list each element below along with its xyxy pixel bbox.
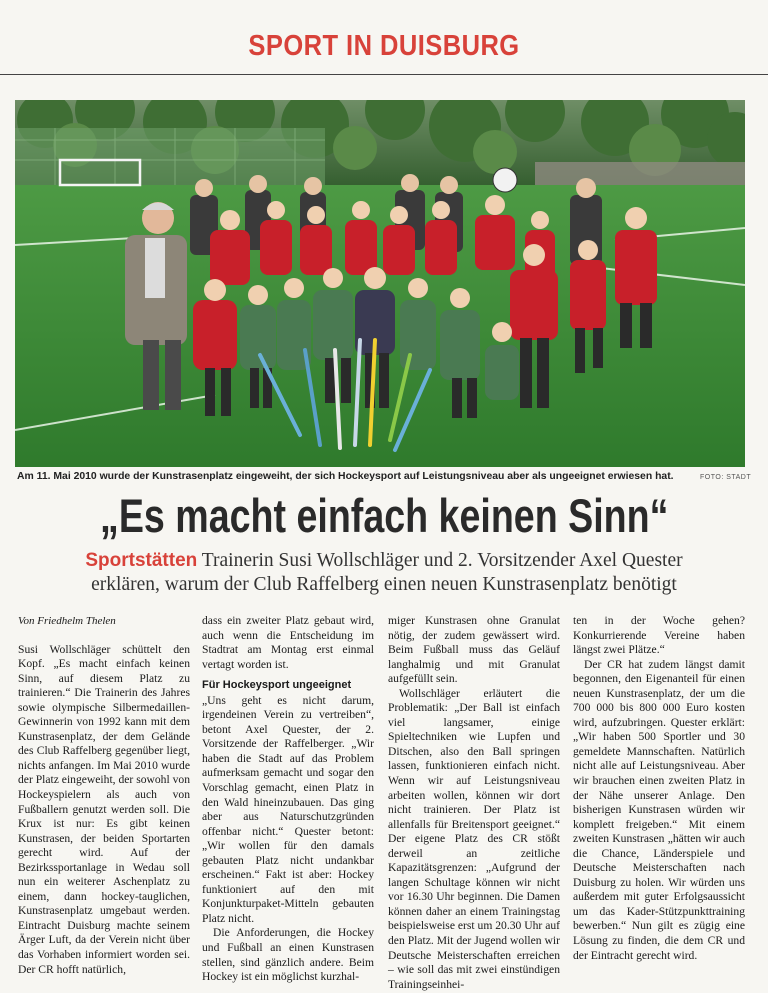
article-column-3 xyxy=(388,614,560,992)
article-column-4 xyxy=(573,614,745,963)
subheadline-line-1 xyxy=(0,550,768,572)
article-paragraph: „Uns geht es nicht darum, irgendeinen Verein zu vertreiben“, betont Axel Quester, der 2. Vorsitzende der Raffelberger. „Wir haben die Stadt auf das Problem aufmerksam gemacht und sogar den Vorschlag gemacht, einen Platz in den Wald hineinzubauen. Das ging aber aus Naturschutzgründen offenbar nicht.“ Quester betont: „Wir wollen für den damals gebauten Platz nicht undankbar erscheinen.“ Fakt ist aber: Hockey funktioniert auf den mit Konjunkturpaket-Mitteln gebauten Platz nicht. xyxy=(202,693,374,925)
article-paragraph: Die Anforderungen, die Hockey und Fußball an einen Kunstrasen stellen, sind gänzlich andere. Beim Hockey ist ein möglichst kurzhal- xyxy=(202,926,374,984)
article-subhead: Für Hockeysport ungeeignet xyxy=(202,679,352,692)
subheadline-text-1: Trainerin Susi Wollschläger und 2. Vorsitzender Axel Quester xyxy=(201,550,683,571)
kicker: Sportstätten xyxy=(85,550,198,571)
article-paragraph: ten in der Woche gehen? Konkurrierende Vereine haben längst zwei Plätze.“ xyxy=(573,614,745,657)
team-photo xyxy=(15,100,745,467)
section-title: SPORT IN DUISBURG xyxy=(248,30,520,62)
team-photo-illustration xyxy=(15,100,745,467)
article-column-1 xyxy=(18,614,190,977)
subheadline-line-2: erklären, warum der Club Raffelberg einen neuen Kunstrasenplatz benötigt xyxy=(91,574,677,595)
article-column-2 xyxy=(202,614,374,985)
article-paragraph: Susi Wollschläger schüttelt den Kopf. „Es macht einfach keinen Sinn, auf diesem Platz zu trainieren.“ Die Trainerin des Jahres sowie olympische Silbermedaillen-Gewinnerin von 1992 kann mit dem Kunstrasenplatz, der dem Gelände des Club Raffelberg gegenüber liegt, nichts anfangen. Im Mai 2010 wurde der Platz eingeweiht, der sowohl von Hockeyspielern als auch von Fußballern genutzt werden soll. Die Krux ist nur: Es gibt keinen Kunstrasen, der beiden Sportarten gerecht wird. Auf der Bezirkssportanlage in Wedau soll nun ein weiterer Aschenplatz zu einem, dann hockey-tauglichen, Kunstrasenplatz umgebaut werden. Eintracht Duisburg machte seinem Ärger Luft, da der Verein nicht über das Vorhaben informiert worden sei. Der CR hofft natürlich, xyxy=(18,642,190,976)
article-paragraph: dass ein zweiter Platz gebaut wird, auch wenn die Entscheidung im Stadtrat am Montag erst einmal vertagt worden ist. xyxy=(202,614,374,671)
article-paragraph: miger Kunstrasen ohne Granulat nötig, der zudem gewässert wird. Beim Fußball muss das Geläuf langhalmig und mit Granulat aufgefüllt sein. xyxy=(388,614,560,686)
article-paragraph: Der CR hat zudem längst damit begonnen, den Eigenanteil für einen neuen Kunstrasenplatz, der um die 700 000 bis 800 000 Euro kosten wird, aufzubringen. Quester erklärt: „Wir haben 500 Sportler und 30 gemeldete Mannschaften. Natürlich nicht alle auf Leistungsniveau. Aber wir brauchen einen zweiten Platz in der Nähe unserer Anlage. Den bisherigen Kunstrasen würden wir komplett freigeben.“ Mit einem zweiten Kunstrasen „hätten wir auch die Chance, Länderspiele und Deutsche Meisterschaften nach Duisburg zu holen. Wir würden uns außerdem mit guter Erfolgsaussicht um das Kader-Stützpunkttraining bewerben.“ Nun gilt es zügig eine Lösung zu finden, die dem CR und der Eintracht gerecht wird. xyxy=(573,657,745,962)
headline-text: „Es macht einfach keinen Sinn“ xyxy=(99,489,669,542)
ball-icon xyxy=(493,168,517,192)
photo-caption: Am 11. Mai 2010 wurde der Kunstrasenplatz eingeweiht, der sich Hockeysport auf Leistungsniveau aber als ungeeignet erwiesen hat. xyxy=(17,471,674,482)
header-rule xyxy=(0,74,768,75)
article-paragraph: Wollschläger erläutert die Problematik: „Der Ball ist einfach viel langsamer, einige Spieltechniken wie Lupfen und Ditschen, also den Ball springen lassen, funktionieren einfach nicht. Wenn wir auf Leistungsniveau arbeiten wollen, können wir dort nicht trainieren. Der Platz ist allenfalls für Breitensport geeignet.“ Der eigene Platz des CR stößt derweil an zeitliche Kapazitätsgrenzen: „Aufgrund der langen Schultage können wir nicht vor 16.30 Uhr beginnen. Die Damen können daher an einem Trainingstag beispielsweise erst um 20.30 Uhr auf den Platz. Mit der Jugend wollen wir Deutsche Meisterschaften erreichen – wie soll das mit zwei einstündigen Trainingseinhei- xyxy=(388,686,560,991)
photo-credit: FOTO: STADT xyxy=(700,474,752,481)
headline xyxy=(0,488,768,543)
byline: Von Friedhelm Thelen xyxy=(18,615,116,627)
